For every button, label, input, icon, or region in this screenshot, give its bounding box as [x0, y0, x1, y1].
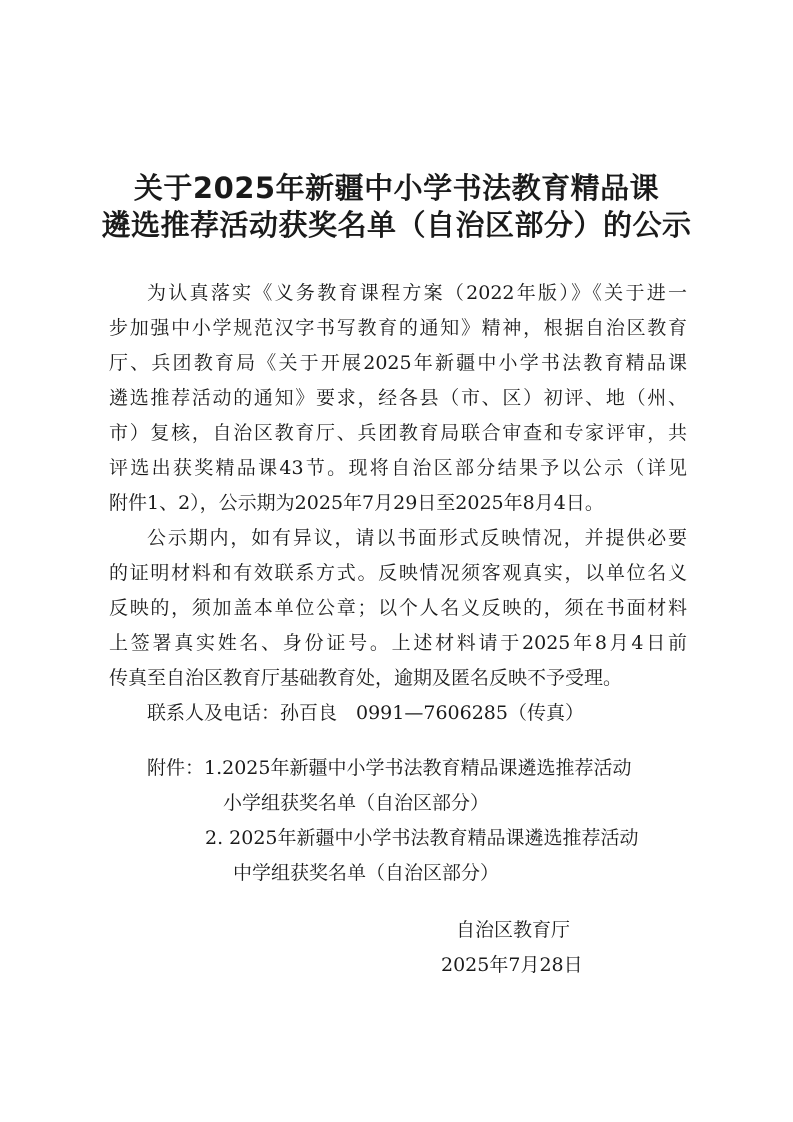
attachment-1-line-1: 1.2025年新疆中小学书法教育精品课遴选推荐活动: [204, 757, 632, 779]
paragraph-1-line-4: 遴选推荐活动的通知》要求，经各县（市、区）初评、地（州、: [109, 387, 687, 409]
paragraph-2-line-5: 传真至自治区教育厅基础教育处，逾期及匿名反映不予受理。: [109, 667, 623, 689]
issuing-organization: 自治区教育厅: [456, 919, 571, 941]
paragraph-2-line-1: 公示期内，如有异议，请以书面形式反映情况，并提供必要: [147, 527, 687, 549]
document-title-line-1: 关于2025年新疆中小学书法教育精品课: [133, 171, 660, 205]
paragraph-2-line-2: 的证明材料和有效联系方式。反映情况须客观真实，以单位名义: [109, 562, 687, 584]
attachments-label: 附件：: [147, 757, 205, 779]
contact-line: 联系人及电话：孙百良 0991—7606285（传真）: [147, 702, 584, 724]
attachment-2-line-1: 2. 2025年新疆中小学书法教育精品课遴选推荐活动: [205, 827, 639, 849]
attachment-2-line-2: 中学组获奖名单（自治区部分）: [233, 862, 500, 884]
paragraph-1-line-2: 步加强中小学规范汉字书写教育的通知》精神，根据自治区教育: [109, 317, 687, 339]
document-title-line-2: 遴选推荐活动获奖名单（自治区部分）的公示: [101, 208, 692, 242]
paragraph-1-line-1: 为认真落实《义务教育课程方案（2022年版）》《关于进一: [147, 282, 687, 304]
paragraph-1-line-5: 市）复核，自治区教育厅、兵团教育局联合审查和专家评审，共: [109, 422, 687, 444]
paragraph-2-line-4: 上签署真实姓名、身份证号。上述材料请于2025年8月4日前: [109, 632, 687, 654]
paragraph-1-line-7: 附件1、2），公示期为2025年7月29日至2025年8月4日。: [109, 492, 604, 514]
attachment-1-line-2: 小学组获奖名单（自治区部分）: [223, 792, 490, 814]
paragraph-1-line-3: 厅、兵团教育局《关于开展2025年新疆中小学书法教育精品课: [109, 352, 687, 374]
issue-date: 2025年7月28日: [441, 954, 583, 976]
paragraph-1-line-6: 评选出获奖精品课43节。现将自治区部分结果予以公示（详见: [109, 457, 687, 479]
paragraph-2-line-3: 反映的，须加盖本单位公章；以个人名义反映的，须在书面材料: [109, 597, 687, 619]
